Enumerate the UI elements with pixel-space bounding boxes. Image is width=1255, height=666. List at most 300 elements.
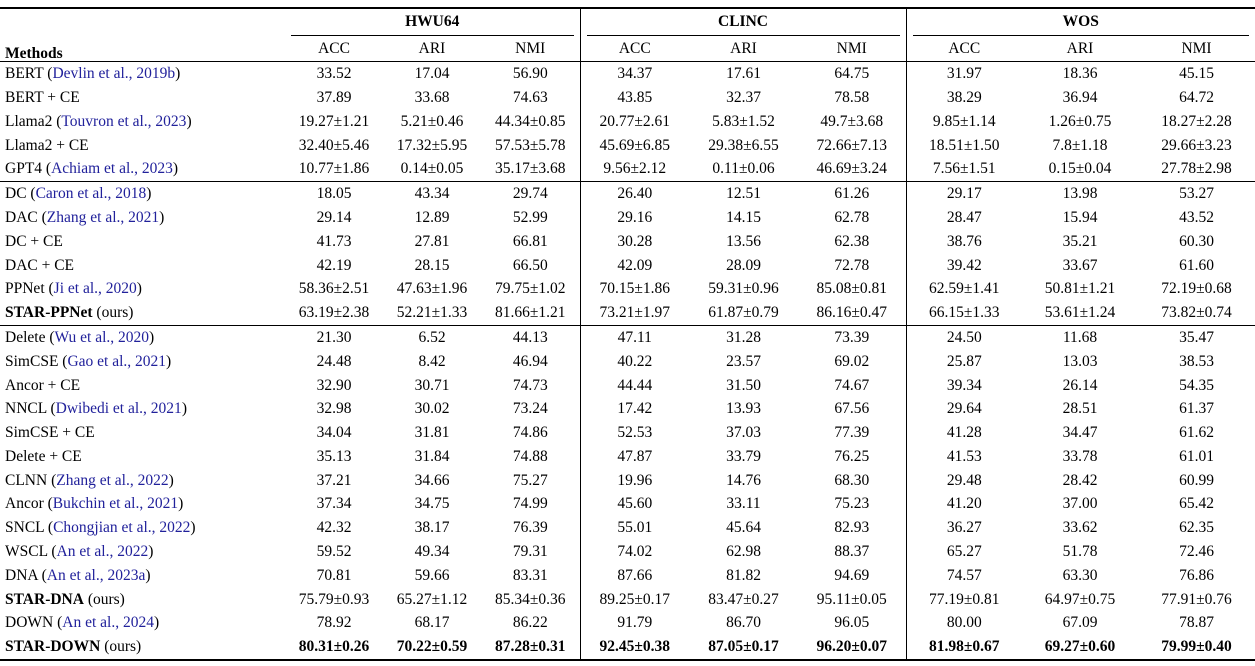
value-cell: 34.04 xyxy=(316,424,352,442)
value-cell: 0.15±0.04 xyxy=(1048,160,1112,178)
value-cell: 61.62 xyxy=(1179,424,1214,442)
value-cell: 66.50 xyxy=(512,256,548,274)
value-cell: 61.01 xyxy=(1179,447,1214,465)
dataset-header-hwu64 xyxy=(285,8,580,36)
method-name: Delete xyxy=(5,328,46,346)
value-cell: 68.17 xyxy=(414,614,450,632)
value-cell: 86.16±0.47 xyxy=(816,304,887,322)
table-row xyxy=(0,230,1255,254)
value-cell: 18.51±1.50 xyxy=(906,133,1022,157)
value-cell: 40.22 xyxy=(580,350,689,374)
value-cell: 88.37 xyxy=(834,543,870,561)
method-cell xyxy=(0,421,285,445)
value-cell: 53.27 xyxy=(1138,181,1255,205)
dataset-label: HWU64 xyxy=(405,13,460,31)
value-cell: 14.76 xyxy=(726,471,761,489)
method-name: DAC xyxy=(5,208,38,226)
table-row xyxy=(0,397,1255,421)
value-cell: 19.96 xyxy=(580,469,689,493)
value-cell: 46.69±3.24 xyxy=(816,160,887,178)
method-name: STAR-DOWN xyxy=(5,638,101,656)
value-cell: 77.39 xyxy=(834,424,870,442)
citation-link[interactable]: An et al., 2022 xyxy=(56,543,149,561)
method-cell: STAR-DOWN (ours) xyxy=(5,638,142,656)
value-cell: 72.78 xyxy=(834,256,870,274)
value-cell: 43.85 xyxy=(580,86,689,110)
value-cell: 51.78 xyxy=(1062,543,1098,561)
value-cell: 29.16 xyxy=(580,206,689,230)
value-cell: 73.24 xyxy=(512,400,548,418)
value-cell: 56.90 xyxy=(512,65,548,83)
value-cell: 62.59±1.41 xyxy=(906,277,1022,301)
col-header-acc: ACC xyxy=(580,36,689,62)
value-cell: 77.91±0.76 xyxy=(1161,590,1232,608)
value-cell: 41.53 xyxy=(906,445,1022,469)
value-cell: 83.31 xyxy=(512,566,548,584)
value-cell: 49.7±3.68 xyxy=(820,112,884,130)
value-cell: 81.82 xyxy=(726,566,761,584)
method-cell: Ancor (Bukchin et al., 2021) xyxy=(5,495,184,513)
value-cell: 54.35 xyxy=(1179,376,1214,394)
value-cell: 74.02 xyxy=(580,540,689,564)
value-cell: 30.71 xyxy=(414,376,450,394)
value-cell: 55.01 xyxy=(580,516,689,540)
value-cell: 18.27±2.28 xyxy=(1161,112,1232,130)
value-cell: 59.31±0.96 xyxy=(708,280,779,298)
col-header-ari: ARI xyxy=(689,36,798,62)
value-cell: 92.45±0.38 xyxy=(580,635,689,660)
value-cell: 45.60 xyxy=(580,492,689,516)
value-cell: 57.53±5.78 xyxy=(494,136,566,154)
value-cell: 75.27 xyxy=(512,471,548,489)
table-row xyxy=(0,206,1255,230)
citation-link[interactable]: Zhang et al., 2022 xyxy=(56,471,169,489)
method-cell: DC (Caron et al., 2018) xyxy=(0,181,285,205)
method-name: DC xyxy=(5,185,27,203)
value-cell: 35.21 xyxy=(1062,232,1098,250)
method-cell: WSCL (An et al., 2022) xyxy=(5,543,154,561)
value-cell: 62.35 xyxy=(1179,519,1214,537)
table-row xyxy=(0,277,1255,301)
value-cell: 63.19±2.38 xyxy=(298,304,370,322)
value-cell: 37.34 xyxy=(316,495,352,513)
method-name: WSCL xyxy=(5,543,48,561)
value-cell: 76.25 xyxy=(834,447,870,465)
value-cell: 89.25±0.17 xyxy=(580,588,689,612)
method-cell xyxy=(0,445,285,469)
method-cell: Delete (Wu et al., 2020) xyxy=(0,325,285,349)
table-row xyxy=(0,635,1255,660)
value-cell: 37.00 xyxy=(1062,495,1098,513)
value-cell: 9.56±2.12 xyxy=(580,157,689,181)
value-cell: 7.56±1.51 xyxy=(906,157,1022,181)
value-cell: 65.27±1.12 xyxy=(396,590,468,608)
value-cell: 29.38±6.55 xyxy=(708,136,779,154)
method-cell: NNCL (Dwibedi et al., 2021) xyxy=(5,400,187,418)
value-cell: 26.14 xyxy=(1062,376,1098,394)
value-cell: 37.89 xyxy=(316,88,352,106)
citation-link[interactable]: Achiam et al., 2023 xyxy=(51,160,173,178)
value-cell: 67.09 xyxy=(1062,614,1098,632)
table-row xyxy=(0,62,1255,86)
value-cell: 31.84 xyxy=(414,447,450,465)
citation-link[interactable]: Zhang et al., 2021 xyxy=(46,208,160,226)
col-header-nmi: NMI xyxy=(1138,36,1255,62)
method-name: SimCSE xyxy=(5,352,59,370)
value-cell: 33.79 xyxy=(726,447,761,465)
value-cell: 61.87±0.79 xyxy=(708,304,779,322)
value-cell: 79.75±1.02 xyxy=(494,280,566,298)
table-row xyxy=(0,301,1255,325)
value-cell: 74.73 xyxy=(512,376,548,394)
method-cell xyxy=(0,253,285,277)
value-cell: 32.98 xyxy=(316,400,352,418)
value-cell: 47.63±1.96 xyxy=(396,280,468,298)
value-cell: 0.11±0.06 xyxy=(712,160,775,178)
value-cell: 1.26±0.75 xyxy=(1048,112,1112,130)
value-cell: 80.00 xyxy=(906,611,1022,635)
value-cell: 6.52 xyxy=(383,325,481,349)
value-cell: 35.17±3.68 xyxy=(494,160,566,178)
value-cell: 74.67 xyxy=(834,376,870,394)
method-name: Llama2 xyxy=(5,112,53,130)
value-cell: 13.93 xyxy=(726,400,761,418)
value-cell: 34.37 xyxy=(580,62,689,86)
value-cell: 72.66±7.13 xyxy=(816,136,887,154)
value-cell: 87.28±0.31 xyxy=(494,638,566,656)
method-name: CLNN xyxy=(5,471,48,489)
value-cell: 73.21±1.97 xyxy=(580,301,689,325)
value-cell: 74.86 xyxy=(512,424,548,442)
value-cell: 63.30 xyxy=(1062,566,1098,584)
value-cell: 8.42 xyxy=(418,352,446,370)
col-header-acc: ACC xyxy=(285,36,383,62)
value-cell: 76.86 xyxy=(1179,566,1214,584)
value-cell: 31.97 xyxy=(906,62,1022,86)
value-cell: 12.89 xyxy=(414,208,450,226)
citation-link[interactable]: An et al., 2024 xyxy=(62,614,154,632)
value-cell: 68.30 xyxy=(834,471,870,489)
method-name: Llama2 + CE xyxy=(5,136,89,154)
method-name: Ancor + CE xyxy=(5,376,81,394)
value-cell: 19.27±1.21 xyxy=(298,112,370,130)
value-cell: 32.37 xyxy=(726,88,761,106)
results-table xyxy=(0,7,1255,661)
value-cell: 79.31 xyxy=(512,543,548,561)
value-cell: 28.47 xyxy=(906,206,1022,230)
value-cell: 60.30 xyxy=(1179,232,1214,250)
value-cell: 18.36 xyxy=(1062,65,1098,83)
value-cell: 35.13 xyxy=(316,447,352,465)
method-name: DC + CE xyxy=(5,232,63,250)
value-cell: 31.81 xyxy=(414,424,450,442)
method-cell: GPT4 (Achiam et al., 2023) xyxy=(5,160,179,178)
value-cell: 86.22 xyxy=(512,614,548,632)
value-cell: 77.19±0.81 xyxy=(906,588,1022,612)
value-cell: 45.64 xyxy=(726,519,761,537)
citation-link[interactable]: An et al., 2023a xyxy=(46,566,146,584)
value-cell: 33.62 xyxy=(1062,519,1098,537)
value-cell: 44.44 xyxy=(580,373,689,397)
value-cell: 39.34 xyxy=(906,373,1022,397)
table-row xyxy=(0,492,1255,516)
value-cell: 5.83±1.52 xyxy=(712,112,775,130)
method-name: DOWN xyxy=(5,614,54,632)
citation-link[interactable]: Dwibedi et al., 2021 xyxy=(55,400,182,418)
method-name: STAR-DNA xyxy=(5,590,84,608)
value-cell: 73.82±0.74 xyxy=(1161,304,1232,322)
table-row xyxy=(0,588,1255,612)
value-cell: 85.34±0.36 xyxy=(494,590,566,608)
value-cell: 87.66 xyxy=(580,564,689,588)
value-cell: 39.42 xyxy=(906,253,1022,277)
method-name: DNA xyxy=(5,566,38,584)
method-name: BERT xyxy=(5,65,44,83)
dataset-label: WOS xyxy=(1062,13,1099,31)
table-row xyxy=(0,350,1255,374)
table-row xyxy=(0,564,1255,588)
value-cell: 61.26 xyxy=(798,181,906,205)
value-cell: 41.20 xyxy=(906,492,1022,516)
value-cell: 23.57 xyxy=(726,352,761,370)
value-cell: 30.28 xyxy=(580,230,689,254)
method-cell: STAR-PPNet (ours) xyxy=(5,304,134,322)
value-cell: 81.98±0.67 xyxy=(906,635,1022,660)
value-cell: 47.87 xyxy=(580,445,689,469)
value-cell: 36.94 xyxy=(1062,88,1098,106)
citation-link[interactable]: Ji et al., 2020 xyxy=(53,280,137,298)
value-cell: 81.66±1.21 xyxy=(494,304,566,322)
table-row xyxy=(0,445,1255,469)
value-cell: 62.38 xyxy=(834,232,870,250)
value-cell: 64.72 xyxy=(1179,88,1214,106)
methods-header: Methods xyxy=(0,8,285,62)
table-row xyxy=(0,157,1255,181)
method-cell: DOWN (An et al., 2024) xyxy=(5,614,160,632)
value-cell: 96.05 xyxy=(834,614,870,632)
value-cell: 28.51 xyxy=(1062,400,1098,418)
value-cell: 69.02 xyxy=(834,352,870,370)
value-cell: 31.50 xyxy=(726,376,761,394)
value-cell: 29.48 xyxy=(906,469,1022,493)
value-cell: 50.81±1.21 xyxy=(1044,280,1116,298)
method-name: SNCL xyxy=(5,519,45,537)
value-cell: 29.64 xyxy=(906,397,1022,421)
value-cell: 61.60 xyxy=(1179,256,1214,274)
value-cell: 44.34±0.85 xyxy=(494,112,566,130)
value-cell: 62.78 xyxy=(834,208,870,226)
value-cell: 34.47 xyxy=(1062,424,1098,442)
value-cell: 13.56 xyxy=(726,232,761,250)
value-cell: 46.94 xyxy=(512,352,548,370)
value-cell: 33.67 xyxy=(1062,256,1098,274)
value-cell: 17.61 xyxy=(726,65,761,83)
value-cell: 10.77±1.86 xyxy=(298,160,370,178)
method-name: Ancor xyxy=(5,495,44,513)
value-cell: 17.04 xyxy=(414,65,450,83)
method-cell: Llama2 (Touvron et al., 2023) xyxy=(5,112,192,130)
value-cell: 61.37 xyxy=(1179,400,1214,418)
table-row xyxy=(0,86,1255,110)
method-cell: STAR-DNA (ours) xyxy=(5,590,125,608)
method-cell xyxy=(0,230,285,254)
col-header-acc: ACC xyxy=(906,36,1022,62)
value-cell: 36.27 xyxy=(906,516,1022,540)
value-cell: 0.14±0.05 xyxy=(400,160,464,178)
value-cell: 74.63 xyxy=(512,88,548,106)
value-cell: 44.13 xyxy=(481,325,580,349)
value-cell: 64.75 xyxy=(834,65,870,83)
value-cell: 32.90 xyxy=(316,376,352,394)
value-cell: 64.97±0.75 xyxy=(1044,590,1116,608)
col-header-nmi: NMI xyxy=(481,36,580,62)
value-cell: 52.21±1.33 xyxy=(396,304,468,322)
method-name: SimCSE + CE xyxy=(5,424,95,442)
value-cell: 73.39 xyxy=(798,325,906,349)
value-cell: 41.73 xyxy=(316,232,352,250)
citation-link[interactable]: Bukchin et al., 2021 xyxy=(52,495,179,513)
value-cell: 14.15 xyxy=(726,208,761,226)
table-row xyxy=(0,421,1255,445)
method-cell: DNA (An et al., 2023a) xyxy=(5,566,151,584)
value-cell: 9.85±1.14 xyxy=(906,110,1022,134)
value-cell: 69.27±0.60 xyxy=(1044,638,1116,656)
citation-link[interactable]: Gao et al., 2021 xyxy=(67,352,167,370)
value-cell: 47.11 xyxy=(580,325,689,349)
method-cell: BERT (Devlin et al., 2019b) xyxy=(5,65,181,83)
value-cell: 52.53 xyxy=(580,421,689,445)
value-cell: 42.09 xyxy=(580,253,689,277)
value-cell: 7.8±1.18 xyxy=(1052,136,1108,154)
table-row xyxy=(0,110,1255,134)
value-cell: 20.77±2.61 xyxy=(580,110,689,134)
value-cell: 60.99 xyxy=(1179,471,1214,489)
value-cell: 52.99 xyxy=(512,208,548,226)
table-row xyxy=(0,253,1255,277)
method-name: Delete + CE xyxy=(5,447,82,465)
value-cell: 78.92 xyxy=(316,614,352,632)
value-cell: 41.28 xyxy=(906,421,1022,445)
value-cell: 30.02 xyxy=(414,400,450,418)
value-cell: 38.76 xyxy=(906,230,1022,254)
method-name: PPNet xyxy=(5,280,45,298)
value-cell: 82.93 xyxy=(834,519,870,537)
method-cell xyxy=(0,86,285,110)
table-row xyxy=(0,181,1255,205)
value-cell: 33.78 xyxy=(1062,447,1098,465)
value-cell: 76.39 xyxy=(512,519,548,537)
value-cell: 37.21 xyxy=(316,471,352,489)
value-cell: 66.15±1.33 xyxy=(906,301,1022,325)
method-cell xyxy=(0,133,285,157)
value-cell: 74.88 xyxy=(512,447,548,465)
value-cell: 11.68 xyxy=(1022,325,1138,349)
value-cell: 72.19±0.68 xyxy=(1161,280,1232,298)
table-row xyxy=(0,325,1255,349)
method-cell: PPNet (Ji et al., 2020) xyxy=(5,280,142,298)
value-cell: 78.58 xyxy=(834,88,870,106)
value-cell: 24.50 xyxy=(906,325,1022,349)
value-cell: 13.98 xyxy=(1022,181,1138,205)
value-cell: 43.52 xyxy=(1179,208,1214,226)
value-cell: 94.69 xyxy=(834,566,870,584)
value-cell: 83.47±0.27 xyxy=(708,590,779,608)
value-cell: 27.81 xyxy=(414,232,450,250)
dataset-label: CLINC xyxy=(718,13,768,31)
value-cell: 86.70 xyxy=(726,614,761,632)
citation-link[interactable]: Touvron et al., 2023 xyxy=(61,112,187,130)
value-cell: 87.05±0.17 xyxy=(708,638,779,656)
value-cell: 91.79 xyxy=(580,611,689,635)
dataset-header-clinc xyxy=(580,8,906,36)
value-cell: 49.34 xyxy=(414,543,450,561)
citation-link[interactable]: Chongjian et al., 2022 xyxy=(53,519,191,537)
value-cell: 45.15 xyxy=(1179,65,1214,83)
table-row xyxy=(0,611,1255,635)
value-cell: 38.53 xyxy=(1179,352,1214,370)
col-header-nmi: NMI xyxy=(798,36,906,62)
value-cell: 18.05 xyxy=(285,181,383,205)
value-cell: 13.03 xyxy=(1062,352,1098,370)
table-header xyxy=(0,8,1255,62)
value-cell: 95.11±0.05 xyxy=(816,590,887,608)
value-cell: 17.42 xyxy=(580,397,689,421)
method-cell: SNCL (Chongjian et al., 2022) xyxy=(5,519,196,537)
table-row xyxy=(0,133,1255,157)
value-cell: 17.32±5.95 xyxy=(396,136,468,154)
value-cell: 72.46 xyxy=(1179,543,1214,561)
value-cell: 29.74 xyxy=(481,181,580,205)
value-cell: 79.99±0.40 xyxy=(1161,638,1232,656)
method-cell: CLNN (Zhang et al., 2022) xyxy=(5,471,174,489)
col-header-ari: ARI xyxy=(1022,36,1138,62)
value-cell: 85.08±0.81 xyxy=(816,280,887,298)
value-cell: 35.47 xyxy=(1138,325,1255,349)
table-row xyxy=(0,373,1255,397)
value-cell: 38.29 xyxy=(906,86,1022,110)
value-cell: 34.75 xyxy=(414,495,450,513)
value-cell: 70.81 xyxy=(316,566,352,584)
method-cell xyxy=(0,373,285,397)
value-cell: 31.28 xyxy=(689,325,798,349)
table-row xyxy=(0,516,1255,540)
value-cell: 25.87 xyxy=(906,350,1022,374)
results-table-body xyxy=(0,62,1255,660)
value-cell: 29.66±3.23 xyxy=(1161,136,1232,154)
value-cell: 15.94 xyxy=(1062,208,1098,226)
value-cell: 70.22±0.59 xyxy=(396,638,468,656)
citation-link[interactable]: Wu et al., 2020 xyxy=(54,328,150,346)
citation-link[interactable]: Caron et al., 2018 xyxy=(35,185,147,203)
value-cell: 34.66 xyxy=(414,471,450,489)
value-cell: 58.36±2.51 xyxy=(298,280,370,298)
value-cell: 27.78±2.98 xyxy=(1161,160,1232,178)
value-cell: 5.21±0.46 xyxy=(400,112,464,130)
value-cell: 33.11 xyxy=(726,495,761,513)
value-cell: 66.81 xyxy=(512,232,548,250)
value-cell: 62.98 xyxy=(726,543,761,561)
value-cell: 28.42 xyxy=(1062,471,1098,489)
value-cell: 32.40±5.46 xyxy=(298,136,370,154)
value-cell: 74.57 xyxy=(906,564,1022,588)
value-cell: 59.52 xyxy=(316,543,352,561)
value-cell: 59.66 xyxy=(414,566,450,584)
method-name: GPT4 xyxy=(5,160,43,178)
value-cell: 29.17 xyxy=(906,181,1022,205)
value-cell: 38.17 xyxy=(414,519,450,537)
citation-link[interactable]: Devlin et al., 2019b xyxy=(52,65,176,83)
value-cell: 33.52 xyxy=(316,65,352,83)
